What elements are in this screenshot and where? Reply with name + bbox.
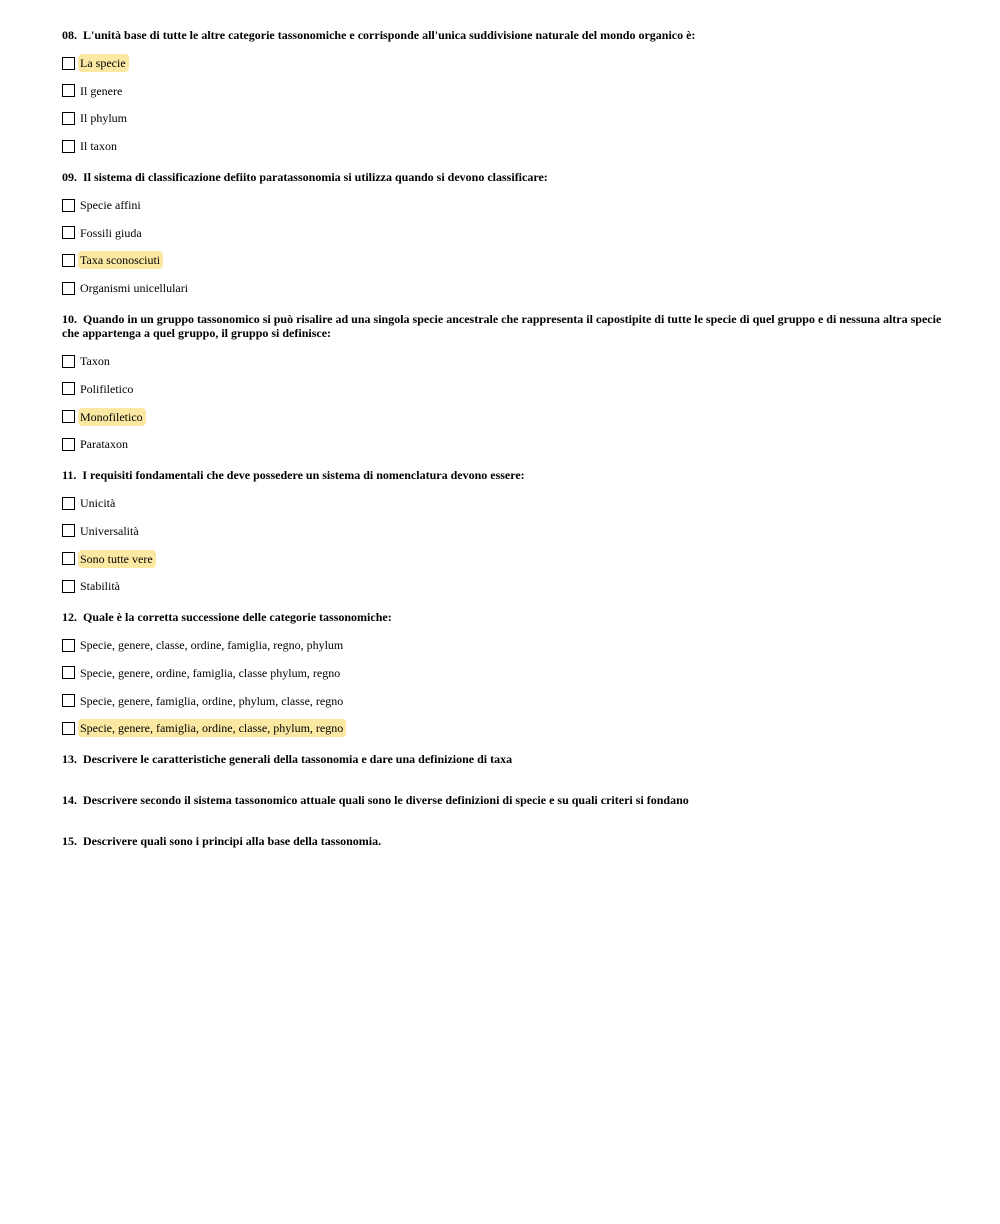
question-14 — [62, 793, 942, 807]
option-label: Polifiletico — [80, 381, 134, 396]
question-number: 09. — [62, 170, 77, 185]
answer-checkbox[interactable] — [62, 254, 75, 267]
option-sequence-c[interactable] — [62, 691, 942, 711]
answer-checkbox[interactable] — [62, 497, 75, 510]
option-label: Monofiletico — [78, 408, 146, 426]
option-parataxon[interactable] — [62, 434, 942, 454]
question-13 — [62, 752, 942, 766]
option-organismi-unicellulari[interactable] — [62, 278, 942, 298]
question-text: I requisiti fondamentali che deve possedere un sistema di nomenclatura devono essere: — [82, 468, 525, 483]
option-il-genere[interactable] — [62, 81, 942, 101]
question-text: Quando in un gruppo tassonomico si può risalire ad una singola specie ancestrale che rappresenta il capostipite di tutte le specie di quel gruppo e di nessuna altra specie che appartenga a quel gruppo, il gruppo si definisce: — [62, 312, 942, 341]
answer-checkbox[interactable] — [62, 140, 75, 153]
question-08 — [62, 28, 942, 156]
question-text: Il sistema di classificazione defiito paratassonomia si utilizza quando si devono classificare: — [83, 170, 548, 185]
answer-checkbox[interactable] — [62, 722, 75, 735]
answer-checkbox[interactable] — [62, 580, 75, 593]
question-11 — [62, 468, 942, 596]
option-universalita[interactable] — [62, 521, 942, 541]
question-title — [62, 468, 942, 482]
option-sequence-a[interactable] — [62, 635, 942, 655]
question-title — [62, 793, 942, 807]
option-monofiletico[interactable] — [62, 407, 942, 427]
answer-checkbox[interactable] — [62, 552, 75, 565]
question-text: Descrivere le caratteristiche generali della tassonomia e dare una definizione di taxa — [83, 752, 513, 767]
question-number: 08. — [62, 28, 77, 42]
option-label: Taxa sconosciuti — [78, 251, 163, 269]
option-label: Il genere — [80, 83, 123, 98]
option-label: Specie, genere, classe, ordine, famiglia, regno, phylum — [80, 638, 344, 653]
answer-checkbox[interactable] — [62, 524, 75, 537]
answer-checkbox[interactable] — [62, 84, 75, 97]
question-number: 12. — [62, 610, 77, 625]
question-12 — [62, 610, 942, 738]
option-la-specie[interactable] — [62, 53, 942, 73]
option-label: Il taxon — [80, 139, 117, 154]
option-specie-affini[interactable] — [62, 195, 942, 215]
option-label: Stabilità — [80, 579, 120, 594]
option-label: Specie, genere, famiglia, ordine, phylum, classe, regno — [80, 693, 344, 708]
answer-checkbox[interactable] — [62, 355, 75, 368]
answer-checkbox[interactable] — [62, 226, 75, 239]
question-title — [62, 312, 942, 340]
option-unicita[interactable] — [62, 493, 942, 513]
option-taxa-sconosciuti[interactable] — [62, 250, 942, 270]
answer-checkbox[interactable] — [62, 694, 75, 707]
option-label: Unicità — [80, 496, 116, 511]
answer-checkbox[interactable] — [62, 438, 75, 451]
question-title — [62, 610, 942, 624]
question-10 — [62, 312, 942, 454]
option-label: Organismi unicellulari — [80, 281, 189, 296]
question-15 — [62, 834, 942, 848]
answer-checkbox[interactable] — [62, 57, 75, 70]
option-label: Parataxon — [80, 437, 128, 452]
question-text: Quale è la corretta successione delle categorie tassonomiche: — [83, 610, 392, 625]
option-il-taxon[interactable] — [62, 136, 942, 156]
option-label: Fossili giuda — [80, 225, 142, 240]
question-text: Descrivere quali sono i principi alla base della tassonomia. — [83, 834, 382, 849]
answer-checkbox[interactable] — [62, 382, 75, 395]
option-label: Sono tutte vere — [78, 550, 156, 568]
option-label: Specie, genere, famiglia, ordine, classe, phylum, regno — [78, 719, 346, 737]
option-sono-tutte-vere[interactable] — [62, 549, 942, 569]
answer-checkbox[interactable] — [62, 410, 75, 423]
option-label: La specie — [78, 54, 129, 72]
question-text: L'unità base di tutte le altre categorie tassonomiche e corrisponde all'unica suddivisione naturale del mondo organico è: — [83, 28, 696, 42]
question-number: 15. — [62, 834, 77, 849]
option-fossili-giuda[interactable] — [62, 223, 942, 243]
question-number: 14. — [62, 793, 77, 808]
question-title — [62, 834, 942, 848]
option-stabilita[interactable] — [62, 576, 942, 596]
answer-checkbox[interactable] — [62, 639, 75, 652]
option-polifiletico[interactable] — [62, 379, 942, 399]
option-label: Il phylum — [80, 111, 127, 126]
option-label: Specie affini — [80, 198, 141, 213]
option-label: Specie, genere, ordine, famiglia, classe phylum, regno — [80, 665, 341, 680]
option-label: Universalità — [80, 523, 139, 538]
quiz-page — [62, 28, 942, 875]
option-il-phylum[interactable] — [62, 108, 942, 128]
answer-checkbox[interactable] — [62, 199, 75, 212]
question-number: 13. — [62, 752, 77, 767]
question-title — [62, 752, 942, 766]
answer-checkbox[interactable] — [62, 112, 75, 125]
option-sequence-b[interactable] — [62, 663, 942, 683]
question-text: Descrivere secondo il sistema tassonomico attuale quali sono le diverse definizioni di specie e su quali criteri si fondano — [83, 793, 689, 808]
option-label: Taxon — [80, 354, 110, 369]
question-title — [62, 170, 942, 184]
answer-checkbox[interactable] — [62, 666, 75, 679]
question-number: 11. — [62, 468, 77, 483]
option-sequence-d[interactable] — [62, 718, 942, 738]
option-taxon[interactable] — [62, 351, 942, 371]
question-title — [62, 28, 942, 42]
answer-checkbox[interactable] — [62, 282, 75, 295]
question-09 — [62, 170, 942, 298]
question-number: 10. — [62, 312, 77, 327]
